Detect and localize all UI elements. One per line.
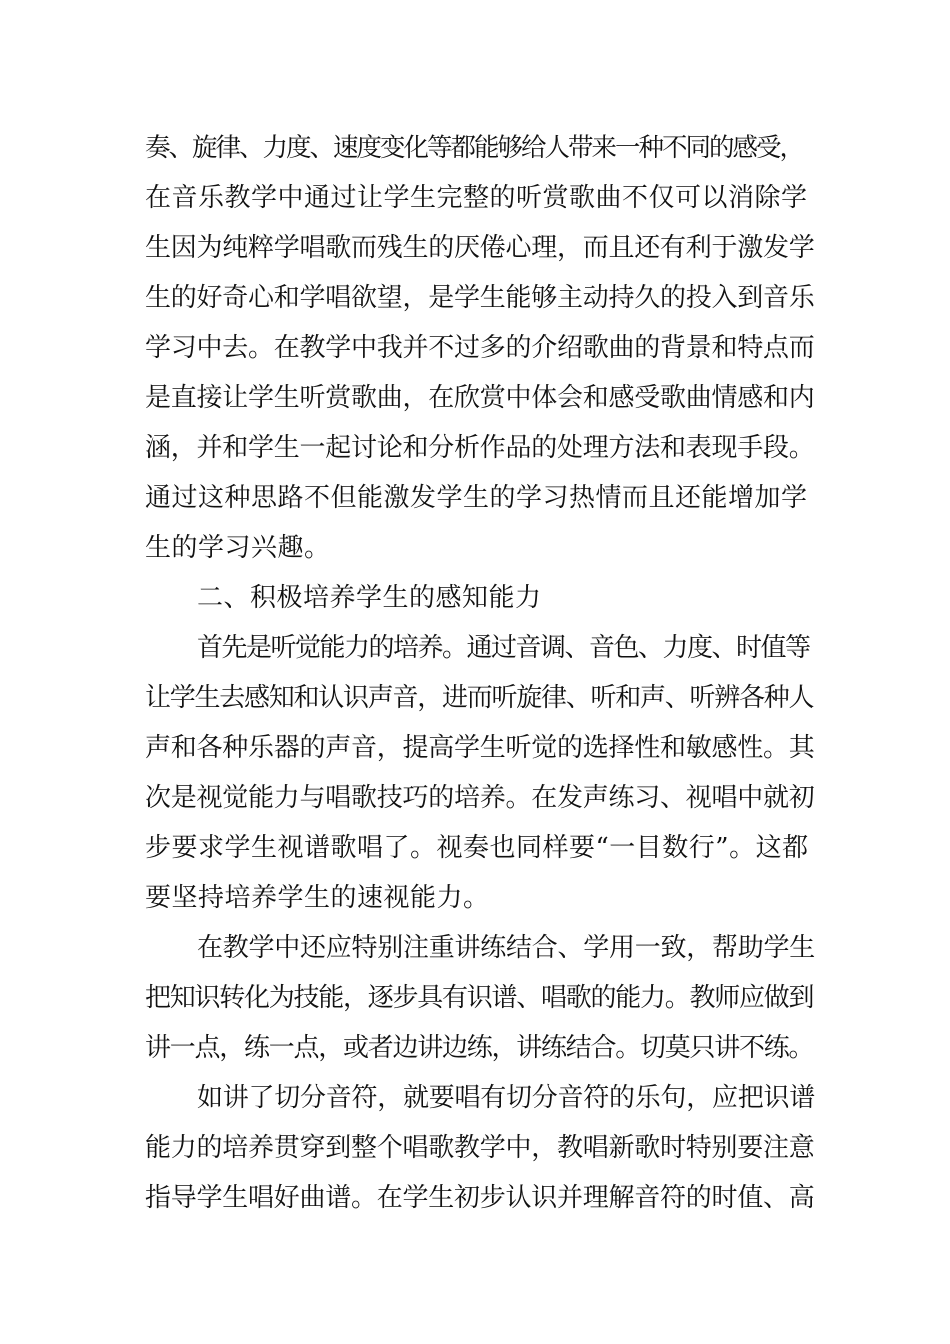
- section-heading: 二、积极培养学生的感知能力: [197, 583, 542, 613]
- text-line: 生因为纯粹学唱歌而残生的厌倦心理，而且还有利于激发学: [145, 233, 815, 263]
- text-line: 讲一点，练一点，或者边讲边练，讲练结合。切莫只讲不练。: [145, 1033, 814, 1063]
- text-line: 生的学习兴趣。: [145, 533, 331, 563]
- text-line: 把知识转化为技能，逐步具有识谱、唱歌的能力。教师应做到: [145, 983, 814, 1013]
- text-line: 首先是听觉能力的培养。通过音调、音色、力度、时值等: [197, 633, 810, 663]
- text-line: 步要求学生视谱歌唱了。视奏也同样要“一目数行”。这都: [145, 833, 809, 863]
- text-line: 奏、旋律、力度、速度变化等都能够给人带来一种不同的感受，: [145, 133, 804, 163]
- text-line: 能力的培养贯穿到整个唱歌教学中，教唱新歌时特别要注意: [145, 1133, 815, 1163]
- text-line: 在音乐教学中通过让学生完整的听赏歌曲不仅可以消除学: [145, 183, 808, 213]
- text-line: 让学生去感知和认识声音，进而听旋律、听和声、听辨各种人: [145, 683, 814, 713]
- text-line: 次是视觉能力与唱歌技巧的培养。在发声练习、视唱中就初: [145, 783, 815, 813]
- text-line: 如讲了切分音符，就要唱有切分音符的乐句，应把识谱: [197, 1083, 816, 1113]
- text-line: 是直接让学生听赏歌曲，在欣赏中体会和感受歌曲情感和内: [145, 383, 815, 413]
- text-line: 涵，并和学生一起讨论和分析作品的处理方法和表现手段。: [145, 433, 815, 463]
- text-line: 在教学中还应特别注重讲练结合、学用一致，帮助学生: [197, 933, 816, 963]
- text-line: 要坚持培养学生的速视能力。: [145, 883, 490, 913]
- text-line: 声和各种乐器的声音，提高学生听觉的选择性和敏感性。其: [145, 733, 815, 763]
- text-line: 生的好奇心和学唱欲望，是学生能够主动持久的投入到音乐: [145, 283, 815, 313]
- text-line: 学习中去。在教学中我并不过多的介绍歌曲的背景和特点而: [145, 333, 815, 363]
- text-line: 通过这种思路不但能激发学生的学习热情而且还能增加学: [145, 483, 808, 513]
- text-line: 指导学生唱好曲谱。在学生初步认识并理解音符的时值、高: [145, 1183, 815, 1213]
